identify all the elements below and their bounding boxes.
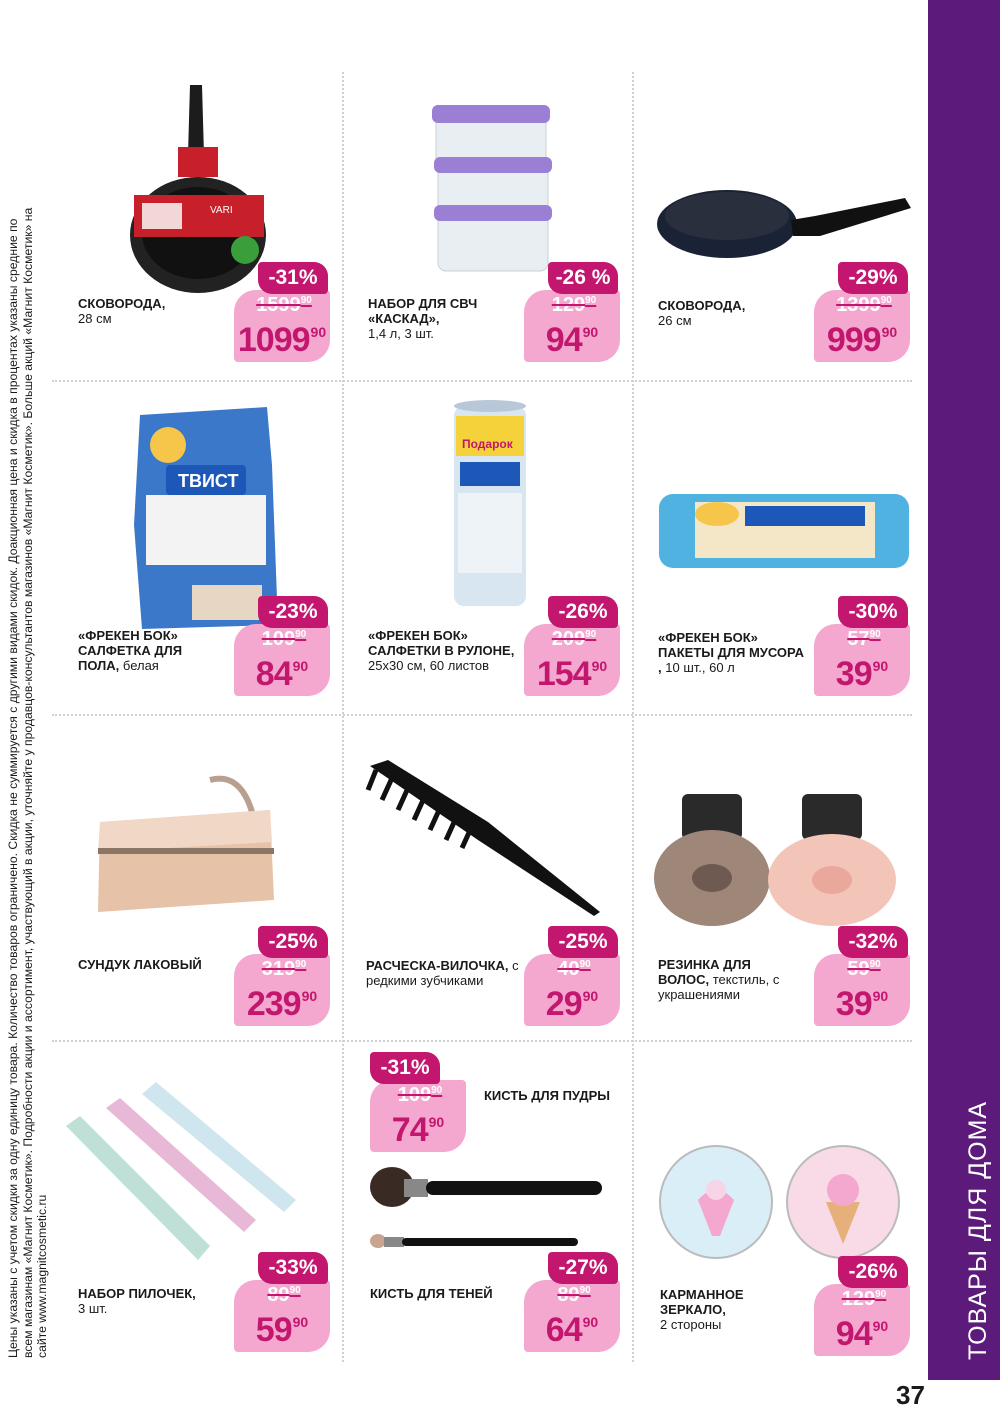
price-box bbox=[524, 954, 620, 1026]
discount-badge: -27% bbox=[548, 1252, 618, 1284]
new-price: $29^{90}$ bbox=[545, 985, 599, 1023]
price-tag bbox=[524, 262, 616, 362]
disclaimer-line: Цены указаны с учетом скидки за одну единицу товара. Количество товаров ограничено. Скидка не суммируется с другими видами скидок. Доакционная цена и скидка в процентах указаны средние по bbox=[6, 218, 20, 1358]
powder-brush-image bbox=[368, 1165, 608, 1255]
price-box bbox=[370, 1080, 466, 1152]
discount-badge: -31% bbox=[370, 1052, 440, 1084]
product-name bbox=[658, 957, 798, 1002]
product-name bbox=[658, 298, 823, 328]
price-box bbox=[234, 624, 330, 696]
old-price: $57^{90}$ bbox=[847, 628, 881, 650]
price-tag bbox=[524, 1252, 616, 1352]
product-desc: 28 см bbox=[78, 311, 112, 326]
price-tag bbox=[814, 926, 906, 1026]
product-title: РЕЗИНКА ДЛЯ ВОЛОС, bbox=[658, 957, 751, 987]
product-desc: 2 стороны bbox=[660, 1317, 722, 1332]
product-title: КИСТЬ ДЛЯ ПУДРЫ bbox=[484, 1088, 611, 1103]
discount-badge: -26% bbox=[548, 596, 618, 628]
price-tag bbox=[370, 1052, 462, 1152]
product-title: КАРМАННОЕ ЗЕРКАЛО, bbox=[660, 1287, 744, 1317]
pocket-mirror-image bbox=[658, 1140, 913, 1260]
product-name bbox=[78, 1286, 243, 1316]
product-desc: с редкими зубчиками bbox=[366, 958, 519, 988]
price-tag bbox=[234, 596, 326, 696]
grid-divider bbox=[632, 72, 634, 1362]
product-name bbox=[660, 1287, 790, 1332]
product-title: «ФРЕКЕН БОК» САЛФЕТКА ДЛЯ ПОЛА, bbox=[78, 628, 183, 673]
disclaimer-line: сайте www.magnitcosmetic.ru bbox=[35, 1194, 49, 1358]
product-name bbox=[78, 628, 218, 673]
new-price: $94^{90}$ bbox=[835, 1315, 889, 1353]
product-title: СКОВОРОДА, bbox=[78, 296, 166, 311]
old-price: $209^{90}$ bbox=[551, 628, 597, 650]
page-number: 37 bbox=[896, 1380, 925, 1410]
discount-badge: -26% bbox=[838, 1256, 908, 1288]
grid-divider bbox=[52, 1040, 912, 1042]
product-name bbox=[366, 958, 526, 988]
old-price: $129^{90}$ bbox=[551, 294, 597, 316]
grid-divider bbox=[52, 380, 912, 382]
new-price: 1099$^{90}$ bbox=[237, 321, 327, 359]
old-price: $59^{90}$ bbox=[847, 958, 881, 980]
discount-badge: -30% bbox=[838, 596, 908, 628]
price-tag bbox=[524, 596, 616, 696]
new-price: $94^{90}$ bbox=[545, 321, 599, 359]
old-price: $40^{90}$ bbox=[557, 958, 591, 980]
old-price: 1399$^{90}$ bbox=[836, 294, 892, 316]
product-name bbox=[658, 630, 808, 675]
discount-badge: -26 % bbox=[548, 262, 618, 294]
frying-pan-image bbox=[655, 180, 915, 270]
price-tag bbox=[524, 926, 616, 1026]
discount-badge: -31% bbox=[258, 262, 328, 294]
price-box bbox=[814, 624, 910, 696]
price-box bbox=[234, 290, 330, 362]
discount-badge: -23% bbox=[258, 596, 328, 628]
old-price: $109^{90}$ bbox=[261, 628, 307, 650]
price-box bbox=[524, 624, 620, 696]
old-price: $129^{90}$ bbox=[841, 1288, 887, 1310]
grid-divider bbox=[52, 714, 912, 716]
new-price: $39^{90}$ bbox=[835, 985, 889, 1023]
product-title: СКОВОРОДА, bbox=[658, 298, 746, 313]
product-title: НАБОР ПИЛОЧЕК, bbox=[78, 1286, 196, 1301]
trash-bags-image bbox=[655, 488, 915, 578]
new-price: $239^{90}$ bbox=[246, 985, 318, 1023]
price-box bbox=[814, 290, 910, 362]
price-tag bbox=[814, 596, 906, 696]
old-price: $89^{90}$ bbox=[267, 1284, 301, 1306]
new-price: $64^{90}$ bbox=[545, 1311, 599, 1349]
new-price: $999^{90}$ bbox=[826, 321, 898, 359]
price-box bbox=[524, 290, 620, 362]
disclaimer bbox=[6, 58, 50, 1358]
price-box bbox=[524, 1280, 620, 1352]
product-name bbox=[484, 1088, 634, 1103]
price-tag bbox=[234, 926, 326, 1026]
price-box bbox=[234, 954, 330, 1026]
section-title: ТОВАРЫ ДЛЯ ДОМА bbox=[964, 1100, 992, 1360]
price-box bbox=[814, 954, 910, 1026]
old-price: $319^{90}$ bbox=[261, 958, 307, 980]
product-name bbox=[78, 957, 228, 972]
discount-badge: -33% bbox=[258, 1252, 328, 1284]
price-box bbox=[234, 1280, 330, 1352]
product-desc: 25х30 см, 60 листов bbox=[368, 658, 490, 673]
svg-text:Подарок: Подарок bbox=[462, 437, 513, 451]
new-price: $39^{90}$ bbox=[835, 655, 889, 693]
product-name bbox=[368, 296, 508, 341]
product-desc: 3 шт. bbox=[78, 1301, 108, 1316]
product-title: РАСЧЕСКА-ВИЛОЧКА, bbox=[366, 958, 509, 973]
old-price: 1599$^{90}$ bbox=[256, 294, 312, 316]
old-price: $109^{90}$ bbox=[397, 1084, 443, 1106]
price-tag bbox=[814, 1256, 906, 1356]
price-tag bbox=[814, 262, 906, 362]
product-title: «ФРЕКЕН БОК» ПАКЕТЫ ДЛЯ МУСОРА , bbox=[658, 630, 804, 675]
disclaimer-line: всем магазинам «Магнит Косметик». Подробности акции и ассортимент, участвующий в акции, уточняйте у продавцов-консультантов магазинов «Магнит Косметик». Больше акций «Магнит Косметик» на bbox=[20, 207, 35, 1358]
product-title: СУНДУК ЛАКОВЫЙ bbox=[78, 957, 202, 972]
new-price: $84^{90}$ bbox=[255, 655, 309, 693]
cosmetic-case-image bbox=[90, 772, 280, 922]
old-price: $89^{90}$ bbox=[557, 1284, 591, 1306]
product-title: КИСТЬ ДЛЯ ТЕНЕЙ bbox=[370, 1286, 493, 1301]
comb-image bbox=[368, 760, 603, 920]
product-desc: 10 шт., 60 л bbox=[665, 660, 735, 675]
napkin-roll-image bbox=[450, 398, 530, 613]
product-name bbox=[370, 1286, 520, 1301]
svg-text:ТВИСТ: ТВИСТ bbox=[178, 471, 239, 491]
discount-badge: -25% bbox=[258, 926, 328, 958]
price-tag bbox=[234, 1252, 326, 1352]
containers-image bbox=[428, 95, 558, 280]
product-desc: 1,4 л, 3 шт. bbox=[368, 326, 434, 341]
product-desc: 26 см bbox=[658, 313, 692, 328]
discount-badge: -29% bbox=[838, 262, 908, 294]
product-desc: белая bbox=[122, 658, 159, 673]
product-title: НАБОР ДЛЯ СВЧ «КАСКАД», bbox=[368, 296, 478, 326]
new-price: $74^{90}$ bbox=[391, 1111, 445, 1149]
new-price: $154^{90}$ bbox=[536, 655, 608, 693]
svg-text:VARI: VARI bbox=[210, 205, 233, 216]
product-name bbox=[78, 296, 243, 326]
product-desc: текстиль, с украшениями bbox=[658, 972, 780, 1002]
price-tag bbox=[234, 262, 326, 362]
new-price: $59^{90}$ bbox=[255, 1311, 309, 1349]
discount-badge: -32% bbox=[838, 926, 908, 958]
scrunchies-image bbox=[652, 790, 902, 930]
product-name bbox=[368, 628, 528, 673]
price-box bbox=[814, 1284, 910, 1356]
product-title: «ФРЕКЕН БОК» САЛФЕТКИ В РУЛОНЕ, bbox=[368, 628, 515, 658]
nail-files-image bbox=[60, 1080, 300, 1270]
grid-divider bbox=[342, 72, 344, 1362]
discount-badge: -25% bbox=[548, 926, 618, 958]
